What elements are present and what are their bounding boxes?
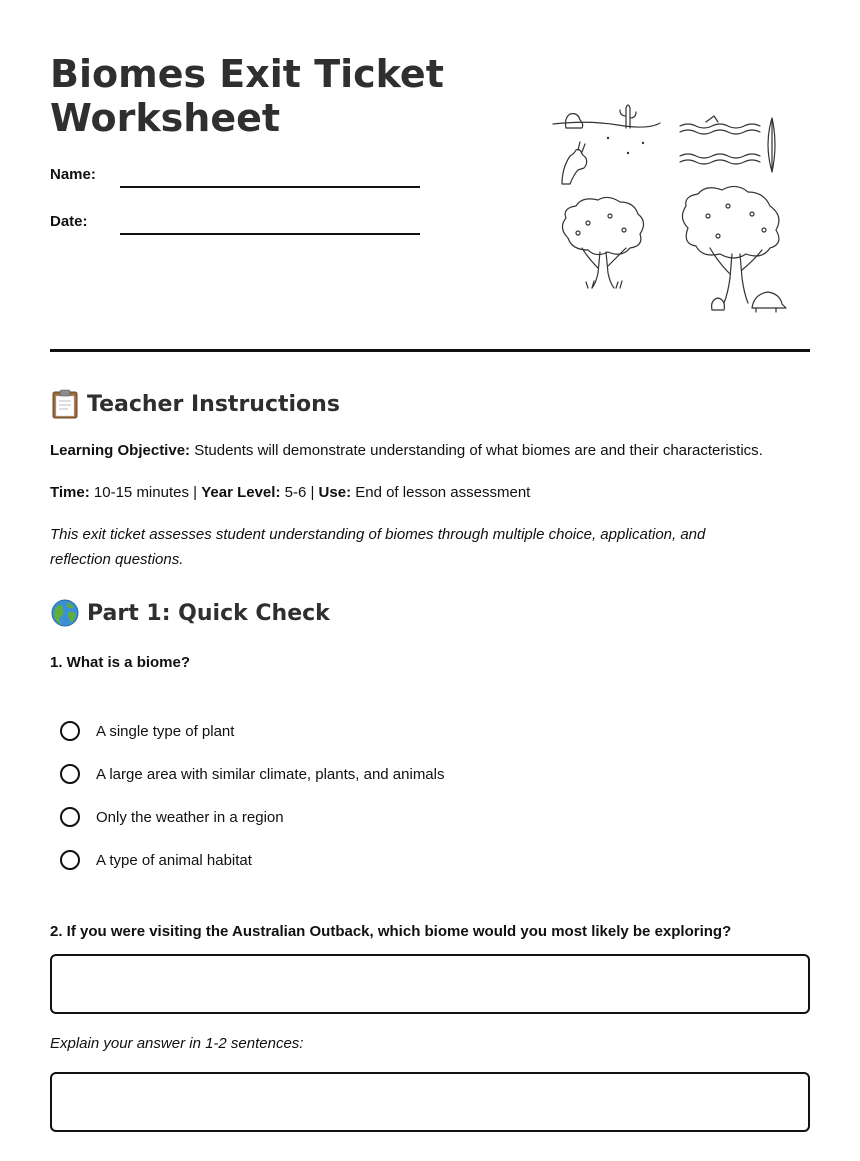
year-label: Year Level: xyxy=(201,484,281,501)
q1-option-1[interactable] xyxy=(60,718,234,744)
biomes-illustration xyxy=(548,98,793,313)
option-label: A type of animal habitat xyxy=(96,851,252,869)
date-line[interactable] xyxy=(120,233,420,235)
date-label: Date: xyxy=(50,213,88,230)
teacher-instructions-title: Teacher Instructions xyxy=(87,391,340,417)
clipboard-icon xyxy=(50,389,80,419)
globe-icon xyxy=(50,598,80,628)
objective-label: Learning Objective: xyxy=(50,442,191,459)
question-2: 2. If you were visiting the Australian Outback, which biome would you most likely be exploring? xyxy=(50,923,732,940)
radio-button[interactable] xyxy=(60,764,80,784)
q1-option-4[interactable] xyxy=(60,847,252,873)
meta-separator: | xyxy=(193,484,198,501)
radio-button[interactable] xyxy=(60,807,80,827)
worksheet-title: Biomes Exit Ticket Worksheet xyxy=(50,52,444,140)
part1-title: Part 1: Quick Check xyxy=(87,600,330,626)
radio-button[interactable] xyxy=(60,721,80,741)
use-label: Use: xyxy=(318,484,352,501)
instructions-description: This exit ticket assesses student understanding of biomes through multiple choice, application, and reflection questions. xyxy=(50,526,706,568)
meta-separator: | xyxy=(310,484,315,501)
name-line[interactable] xyxy=(120,186,420,188)
explain-prompt: Explain your answer in 1-2 sentences: xyxy=(50,1035,304,1052)
year-value: 5-6 xyxy=(284,484,307,501)
option-label: A large area with similar climate, plants, and animals xyxy=(96,765,445,783)
date-field[interactable] xyxy=(50,213,420,243)
option-label: A single type of plant xyxy=(96,722,235,740)
teacher-instructions-heading xyxy=(50,389,340,419)
lesson-meta xyxy=(50,480,820,505)
time-value: 10-15 minutes xyxy=(93,484,189,501)
forest-tree xyxy=(682,186,786,312)
savanna-tree xyxy=(562,197,643,288)
question-1: 1. What is a biome? xyxy=(50,654,191,671)
option-label: Only the weather in a region xyxy=(96,808,284,826)
radio-button[interactable] xyxy=(60,850,80,870)
learning-objective xyxy=(50,438,820,463)
desert-scene xyxy=(553,105,660,184)
part1-heading xyxy=(50,598,330,628)
q2-answer-box[interactable] xyxy=(50,954,810,1014)
name-label: Name: xyxy=(50,166,96,183)
name-field[interactable] xyxy=(50,166,420,196)
objective-text: Students will demonstrate understanding of what biomes are and their characteristics. xyxy=(194,442,763,459)
ocean-scene xyxy=(680,116,775,172)
time-label: Time: xyxy=(50,484,90,501)
q1-option-3[interactable] xyxy=(60,804,284,830)
q2-explain-box[interactable] xyxy=(50,1072,810,1132)
use-value: End of lesson assessment xyxy=(355,484,531,501)
q1-option-2[interactable] xyxy=(60,761,445,787)
header-divider xyxy=(50,349,810,352)
